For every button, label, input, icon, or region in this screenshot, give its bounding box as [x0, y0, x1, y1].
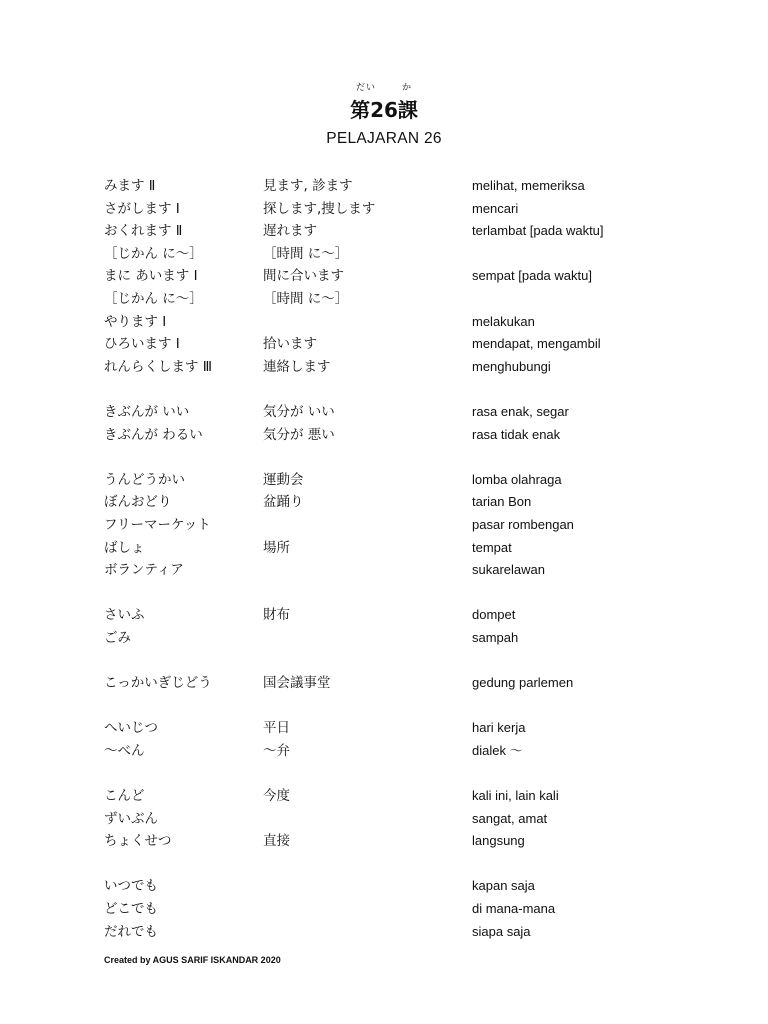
vocab-row [0, 604, 768, 627]
vocab-meaning: kapan saja [472, 878, 535, 894]
vocab-row [0, 830, 768, 853]
vocab-kanji: 盆踊り [263, 494, 304, 511]
vocab-reading: ［じかん に～］ [104, 245, 203, 262]
vocab-reading: いつでも [104, 878, 158, 895]
vocab-meaning: di mana-mana [472, 901, 556, 916]
vocab-reading: ごみ [104, 629, 131, 646]
vocab-row [0, 921, 768, 944]
vocab-row [0, 627, 768, 650]
vocab-row [0, 740, 768, 763]
vocab-reading: だれでも [104, 923, 158, 940]
vocab-kanji: 平日 [263, 720, 290, 737]
vocab-reading: ばしょ [104, 539, 145, 556]
vocab-meaning: pasar rombengan [472, 516, 574, 532]
vocab-meaning: tarian Bon [472, 494, 532, 510]
vocab-reading: みます Ⅱ [104, 178, 156, 194]
vocab-row [0, 898, 768, 921]
vocab-reading: どこでも [104, 901, 158, 917]
vocab-row [0, 491, 768, 514]
vocab-meaning: menghubungi [472, 358, 551, 374]
vocab-row [0, 288, 768, 311]
vocab-meaning: sempat [pada waktu] [472, 268, 592, 284]
vocab-meaning: sangat, amat [472, 810, 548, 826]
vocab-kanji: 連絡します [263, 358, 331, 375]
vocab-reading: フリーマーケット [104, 516, 211, 533]
vocab-reading: へいじつ [104, 720, 158, 737]
vocab-meaning: mencari [472, 200, 519, 216]
vocab-row [0, 717, 768, 740]
vocab-reading: さいふ [104, 607, 145, 624]
vocab-row [0, 514, 768, 537]
furigana-ka: か [401, 83, 412, 93]
vocab-kanji: 場所 [263, 539, 290, 556]
vocab-reading: ～べん [104, 742, 145, 759]
vocab-kanji: 探します,捜します [263, 200, 376, 217]
vocab-reading: うんどうかい [104, 471, 185, 488]
vocab-row [0, 265, 768, 288]
vocab-reading: きぶんが わるい [104, 426, 203, 443]
vocab-row [0, 401, 768, 424]
vocab-meaning: rasa enak, segar [472, 403, 569, 419]
vocab-meaning: sampah [472, 629, 519, 645]
vocab-row [0, 559, 768, 582]
footer-credit: Created by AGUS SARIF ISKANDAR 2020 [104, 955, 281, 965]
vocab-kanji: 国会議事堂 [263, 675, 331, 692]
vocab-row [0, 311, 768, 334]
vocab-reading: きぶんが いい [104, 403, 190, 420]
vocab-kanji: ［時間 に～］ [263, 245, 349, 262]
vocab-reading: こっかいぎじどう [104, 675, 212, 692]
vocab-meaning: terlambat [pada waktu] [472, 223, 604, 239]
vocab-meaning: lomba olahraga [472, 471, 562, 487]
vocabulary-list [0, 175, 768, 943]
vocab-row [0, 785, 768, 808]
vocab-meaning: melakukan [472, 313, 535, 329]
vocab-reading: やります Ⅰ [104, 313, 167, 330]
title-furigana [0, 80, 768, 93]
vocab-meaning: siapa saja [472, 923, 531, 939]
vocab-row [0, 220, 768, 243]
vocab-row [0, 356, 768, 379]
vocab-meaning: rasa tidak enak [472, 426, 561, 442]
vocab-kanji: 運動会 [263, 471, 304, 488]
lesson-title: 第26課 [350, 98, 418, 122]
vocab-kanji: 遅れます [263, 223, 317, 240]
vocab-kanji: 拾います [263, 336, 317, 353]
vocab-kanji: ～弁 [263, 742, 290, 759]
vocab-row [0, 333, 768, 356]
vocab-reading: ずいぶん [104, 810, 158, 827]
furigana-dai: だい [356, 83, 377, 93]
vocab-meaning: dompet [472, 607, 516, 623]
vocab-kanji: 気分が いい [263, 403, 335, 420]
vocab-reading: ひろいます Ⅰ [104, 336, 180, 353]
vocab-row [0, 175, 768, 198]
vocab-meaning: mendapat, mengambil [472, 336, 601, 352]
vocab-kanji: 直接 [263, 833, 290, 850]
vocab-meaning: kali ini, lain kali [472, 788, 559, 804]
vocab-kanji: 気分が 悪い [263, 426, 335, 443]
vocab-kanji: 財布 [263, 607, 290, 624]
vocab-reading: こんど [104, 788, 145, 805]
vocab-reading: ボランティア [104, 562, 184, 579]
vocab-reading: ぼんおどり [104, 494, 172, 511]
vocab-row [0, 537, 768, 560]
vocab-reading: おくれます Ⅱ [104, 223, 183, 240]
vocab-meaning: melihat, memeriksa [472, 178, 585, 193]
vocab-meaning: dialek ～ [472, 742, 523, 758]
vocab-reading: まに あいます Ⅰ [104, 268, 198, 285]
vocab-row [0, 808, 768, 831]
vocab-row [0, 424, 768, 447]
vocab-kanji: 間に合います [263, 268, 344, 285]
vocab-meaning: gedung parlemen [472, 675, 574, 691]
vocab-kanji: ［時間 に～］ [263, 290, 349, 307]
vocab-row [0, 875, 768, 898]
vocab-row [0, 469, 768, 492]
vocab-reading: ちょくせつ [104, 833, 172, 850]
vocab-kanji: 見ます, 診ます [263, 178, 353, 194]
vocab-reading: れんらくします Ⅲ [104, 358, 213, 375]
vocab-meaning: langsung [472, 833, 525, 849]
lesson-subtitle: PELAJARAN 26 [326, 130, 442, 147]
vocab-kanji: 今度 [263, 788, 290, 805]
vocab-meaning: sukarelawan [472, 562, 545, 578]
vocab-reading: ［じかん に～］ [104, 290, 203, 307]
vocab-row [0, 198, 768, 221]
vocab-row [0, 243, 768, 266]
vocab-meaning: tempat [472, 539, 512, 555]
vocab-meaning: hari kerja [472, 720, 526, 736]
vocab-row [0, 672, 768, 695]
vocab-reading: さがします Ⅰ [104, 200, 180, 217]
